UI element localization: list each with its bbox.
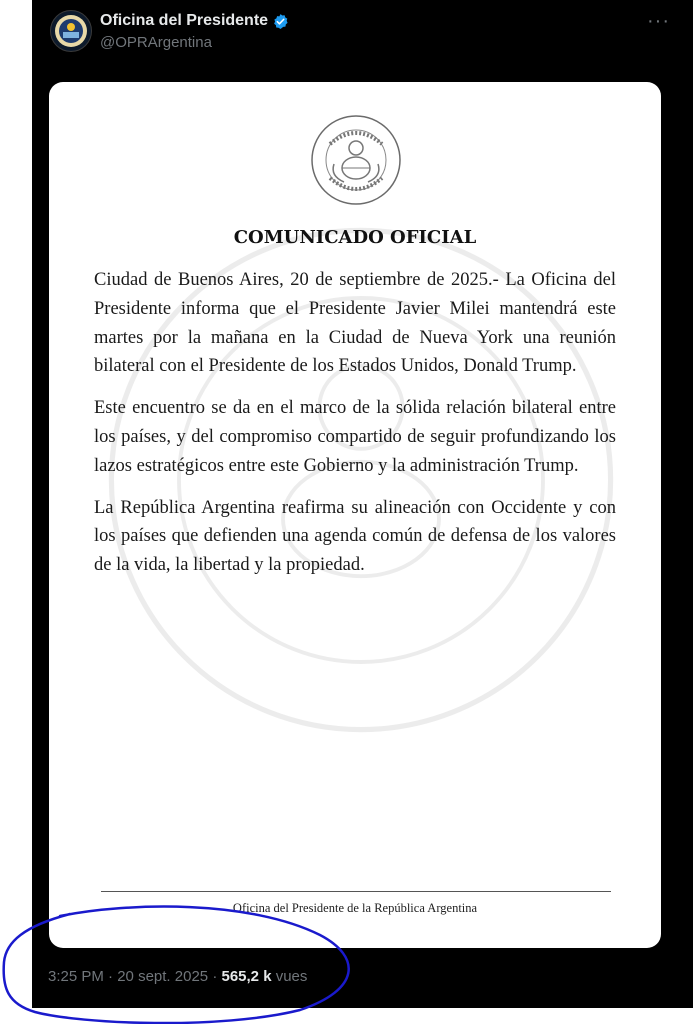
account-name-row[interactable] xyxy=(100,12,289,30)
bottom-margin xyxy=(0,1008,693,1024)
tweet-time[interactable]: 3:25 PM xyxy=(48,968,104,985)
account-name[interactable]: Oficina del Presidente xyxy=(100,12,269,29)
document-title: COMUNICADO OFICIAL xyxy=(233,227,477,248)
attached-document-image[interactable] xyxy=(49,82,661,948)
document-paragraph: Ciudad de Buenos Aires, 20 de septiembre de 2025.- La Oficina del Presidente informa que el Presidente Javier Milei mantendrá este martes por la mañana en la Ciudad de Nueva York una reunión bilateral con el Presidente de los Estados Unidos, Donald Trump. xyxy=(94,270,616,377)
tweet-date[interactable]: 20 sept. 2025 xyxy=(117,968,209,985)
document-body xyxy=(94,266,616,593)
tweet-meta xyxy=(48,968,307,985)
meta-separator: · xyxy=(212,968,218,985)
tweet-header xyxy=(50,8,680,56)
meta-separator: · xyxy=(108,968,114,985)
more-icon[interactable]: ··· xyxy=(647,10,670,32)
avatar[interactable] xyxy=(50,10,92,52)
document-paragraph: Este encuentro se da en el marco de la sólida relación bilateral entre los países, y del compromiso compartido de seguir profundizando los lazos estratégicos entre este Gobierno y la administración Trump. xyxy=(94,398,616,476)
view-label: vues xyxy=(275,968,308,985)
document-footer: Oficina del Presidente de la República Argentina xyxy=(232,901,478,915)
seal-avatar-icon xyxy=(53,13,89,49)
presidential-seal-icon xyxy=(310,114,402,206)
document-paragraph: La República Argentina reafirma su alineación con Occidente y con los países que defienden una agenda común de defensa de los valores de la vida, la libertad y la propiedad. xyxy=(94,497,616,576)
account-handle[interactable]: @OPRArgentina xyxy=(100,34,212,51)
verified-badge-icon xyxy=(272,13,289,30)
view-count: 565,2 k xyxy=(221,968,272,985)
footer-divider xyxy=(101,891,611,892)
